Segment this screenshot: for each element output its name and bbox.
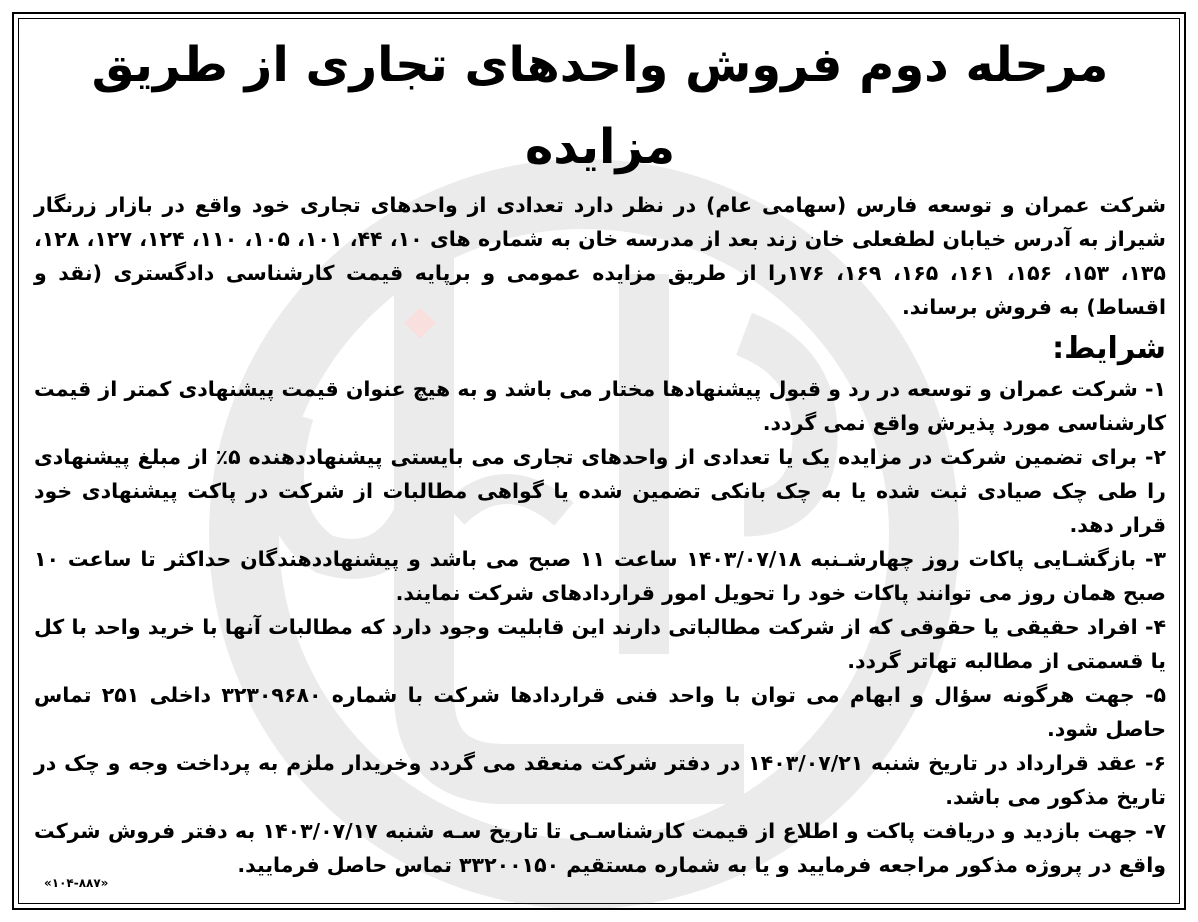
condition-item: ۷- جهت بازدید و دریافت پاکت و اطلاع از قیمت کارشناسـی تا تاریخ سـه شنبه ۱۴۰۳/۰۷/۱۷ به دفتر فروش شرکت واقع در پروژه مذکور مراجعه فرمایید و یا به شماره مستقیم ۳۳۲۰۰۱۵۰ تماس حاصل فرمایید. [34, 819, 1167, 877]
condition-item: ۱- شرکت عمران و توسعه در رد و قبول پیشنهادها مختار می باشد و به هیچ عنوان قیمت پیشنهادی کمتر از قیمت کارشناسی مورد پذیرش واقع نمی گردد. [34, 377, 1166, 435]
condition-item: ۳- بازگشـایی پاکات روز چهارشـنبه ۱۴۰۳/۰۷/۱۸ ساعت ۱۱ صبح می باشد و پیشنهاددهندگان حداکثر تا ساعت ۱۰ صبح همان روز می توانند پاکات خود را تحویل امور قراردادهای شرکت نمایند. [34, 547, 1166, 605]
condition-item: ۴- افراد حقیقی یا حقوقی که از شرکت مطالباتی دارند این قابلیت وجود دارد که مطالبات آنها با خرید واحد با کل یا قسمتی از مطالبه تهاتر گردد. [34, 615, 1166, 673]
condition-item: ۲- برای تضمین شرکت در مزایده یک یا تعدادی از واحدهای تجاری می بایستی پیشنهاددهنده ۵٪ از مبلغ پیشنهادی را طی چک صیادی ثبت شده یا به چک بانکی تضمین شده یا گواهی مطالبات از شرکت در پاکت پیشنهادی خود قرار دهد. [34, 445, 1166, 537]
ad-content [14, 24, 1184, 882]
condition-item: ۶- عقد قرارداد در تاریخ شنبه ۱۴۰۳/۰۷/۲۱ در دفتر شرکت منعقد می گردد وخریدار ملزم به پرداخت وجه و چک در تاریخ مذکور می باشد. [34, 751, 1166, 809]
reference-code: «۱۰۴-۸۸۷» [44, 876, 109, 890]
intro-paragraph: شرکت عمران و توسعه فارس (سهامی عام) در نظر دارد تعدادی از واحدهای تجاری خود واقع در بازار زرنگار شیراز به آدرس خیابان لطفعلی خان زند بعد از مدرسه خان به شماره های ۱۰، ۴۴، ۱۰۱، ۱۰۵، ۱۱۰، ۱۲۴، ۱۲۷، ۱۲۸، ۱۳۵، ۱۵۳، ۱۵۶، ۱۶۱، ۱۶۵، ۱۶۹، ۱۷۶را از طریق مزایده عمومی و برپایه قیمت کارشناسی دادگستری (نقد و اقساط) به فروش برساند. [34, 193, 1166, 319]
ad-title: مرحله دوم فروش واحدهای تجاری از طریق مزایده [91, 37, 1109, 175]
ad-frame [12, 12, 1186, 910]
conditions-heading: شرایط: [1052, 331, 1166, 366]
condition-item: ۵- جهت هرگونه سؤال و ابهام می توان با واحد فنی قراردادها شرکت با شماره ۳۲۳۰۹۶۸۰ داخلی ۲۵۱ تماس حاصل شود. [34, 683, 1166, 741]
